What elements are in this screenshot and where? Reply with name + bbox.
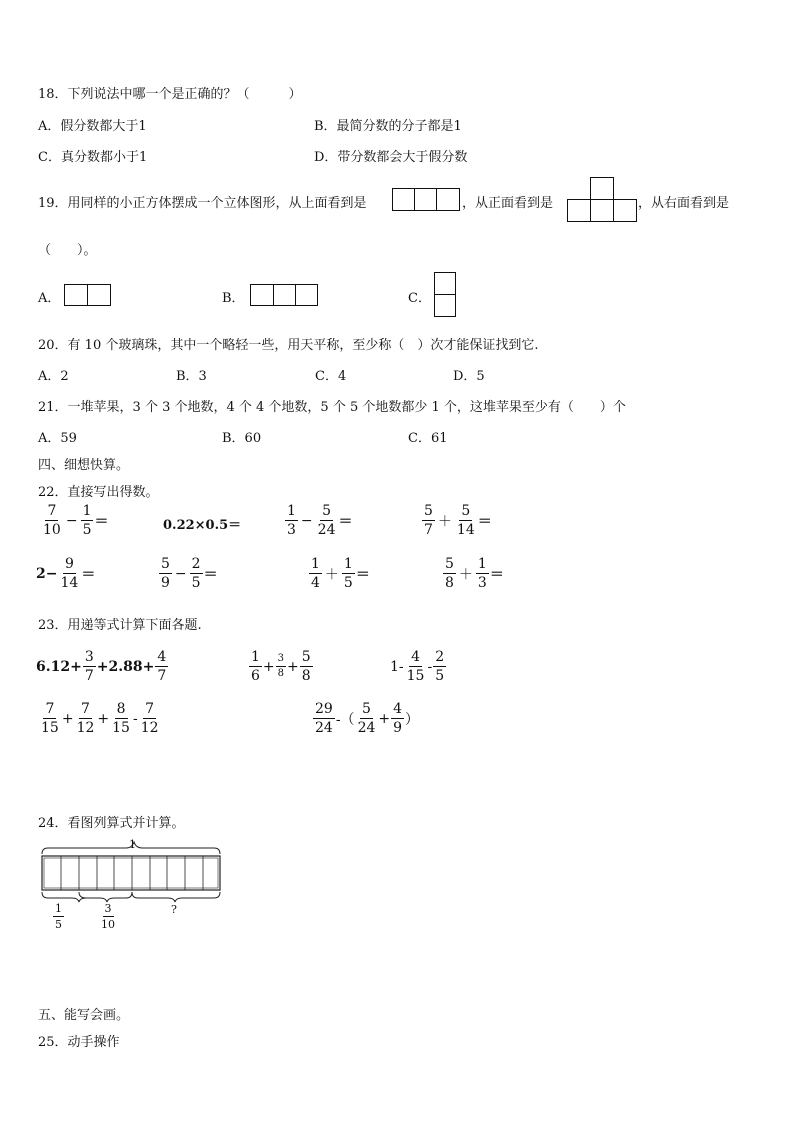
- equals: ＝: [203, 566, 218, 583]
- denominator: 9: [393, 720, 403, 736]
- question-24-text: 24．看图列算式并计算。: [38, 816, 185, 831]
- numerator: 5: [161, 556, 170, 572]
- denominator: 5: [435, 668, 445, 684]
- strip-unknown-label: ?: [171, 903, 177, 916]
- q22-expr-4: [421, 504, 492, 537]
- q18-option-c: C．真分数都小于1: [38, 150, 148, 165]
- q20-option-d: D．5: [453, 369, 485, 384]
- q21-option-a: A．59: [38, 431, 77, 446]
- term: +2.88+: [96, 658, 155, 675]
- numerator: 1: [82, 503, 92, 519]
- denominator: 24: [315, 720, 333, 736]
- prefix: 2−: [36, 565, 58, 582]
- numerator: 7: [47, 503, 57, 519]
- denominator: 6: [251, 668, 260, 684]
- numerator: 4: [157, 649, 167, 665]
- strip-part-2-label: [98, 903, 118, 930]
- q19-option-c: C．: [408, 291, 431, 306]
- question-19-text-a: 19．用同样的小正方体摆成一个立体图形，从上面看到是: [38, 196, 367, 211]
- denominator: 4: [311, 575, 320, 591]
- operator: ＋: [458, 566, 473, 583]
- denominator: 10: [101, 918, 115, 931]
- numerator: 9: [64, 556, 74, 572]
- denominator: 12: [140, 720, 159, 736]
- q23-expr-4: [38, 702, 162, 735]
- q20-option-b: B．3: [176, 369, 207, 384]
- numerator: 7: [145, 701, 155, 717]
- operator: −: [174, 565, 187, 582]
- numerator: 29: [315, 701, 333, 717]
- numerator: 2: [191, 556, 201, 572]
- question-19-text-b: ，从正面看到是: [462, 196, 554, 211]
- denominator: 24: [357, 720, 376, 736]
- operator: +: [287, 658, 299, 675]
- equals: ＝: [81, 566, 96, 583]
- numerator: 4: [411, 649, 421, 665]
- equals: ＝: [94, 513, 109, 530]
- denominator: 5: [82, 522, 92, 538]
- operator: +: [378, 710, 391, 727]
- q22-expr-3: [284, 504, 352, 537]
- denominator: 7: [84, 668, 94, 684]
- denominator: 9: [161, 575, 170, 591]
- question-21-text: 21．一堆苹果，3 个 3 个地数，4 个 4 个地数，5 个 5 个地数都少 1 个，这堆苹果至少有（ ）个: [38, 400, 626, 415]
- q20-option-c: C．4: [315, 369, 347, 384]
- q22-expr-7: [308, 557, 370, 590]
- operator: +: [97, 710, 110, 727]
- numerator: 5: [461, 503, 471, 519]
- q23-expr-2: [248, 650, 314, 683]
- denominator: 12: [76, 720, 95, 736]
- numerator: 1: [287, 503, 296, 519]
- operator: +: [61, 710, 74, 727]
- denominator: 24: [317, 522, 336, 538]
- q23-expr-3: [390, 650, 447, 683]
- close-paren: ）: [405, 711, 420, 728]
- operator: −: [65, 512, 78, 529]
- term: 6.12+: [36, 658, 82, 675]
- question-19-text-c: ，从右面看到是: [638, 196, 730, 211]
- numerator: 7: [45, 701, 55, 717]
- numerator: 1: [55, 902, 62, 915]
- section-5-heading: 五、能写会画。: [38, 1008, 130, 1023]
- denominator: 15: [406, 668, 425, 684]
- question-22-text: 22．直接写出得数。: [38, 485, 159, 500]
- operator: −: [300, 512, 313, 529]
- numerator: 3: [104, 902, 112, 915]
- operator: -: [132, 710, 138, 727]
- numerator: 5: [424, 503, 433, 519]
- q19-option-a: A．: [38, 291, 61, 306]
- denominator: 5: [55, 918, 62, 931]
- denominator: 3: [287, 522, 296, 538]
- equals: ＝: [355, 566, 370, 583]
- operator: ＋: [324, 566, 339, 583]
- q22-expr-8: [442, 557, 504, 590]
- numerator: 4: [393, 701, 403, 717]
- numerator: 3: [276, 654, 286, 667]
- q21-option-b: B．60: [222, 431, 262, 446]
- strip-diagram: [36, 836, 236, 936]
- numerator: 8: [116, 701, 126, 717]
- numerator: 5: [362, 701, 371, 717]
- q18-option-d: D．带分数都会大于假分数: [314, 150, 468, 165]
- q20-option-a: A．2: [38, 369, 69, 384]
- denominator: 14: [60, 575, 79, 591]
- q21-option-c: C．61: [408, 431, 448, 446]
- q22-expr-6: [158, 557, 218, 590]
- question-25-text: 25．动手操作: [38, 1035, 120, 1050]
- q23-expr-1: [36, 650, 169, 683]
- denominator: 8: [277, 668, 285, 679]
- denominator: 3: [477, 575, 487, 591]
- strip-total-label: 1: [129, 838, 136, 851]
- q23-expr-5: [312, 702, 419, 735]
- numerator: 2: [435, 649, 445, 665]
- numerator: 3: [84, 649, 94, 665]
- section-4-heading: 四、细想快算。: [38, 458, 130, 473]
- equals: ＝: [338, 513, 353, 530]
- question-18-text: 18．下列说法中哪一个是正确的？（ ）: [38, 87, 302, 102]
- q18-option-a: A．假分数都大于1: [38, 119, 147, 134]
- q18-option-b: B．最简分数的分子都是1: [314, 119, 462, 134]
- term: 1-: [390, 658, 404, 675]
- denominator: 15: [41, 720, 59, 736]
- q19-option-b: B．: [222, 291, 245, 306]
- operator: -: [427, 658, 433, 675]
- question-19-text-d: （ ）。: [38, 243, 97, 258]
- denominator: 5: [191, 575, 201, 591]
- equals: ＝: [477, 513, 492, 530]
- numerator: 1: [477, 556, 487, 572]
- denominator: 10: [43, 522, 61, 538]
- question-23-text: 23．用递等式计算下面各题.: [38, 618, 202, 633]
- operator: -（: [335, 711, 355, 728]
- question-20-text: 20．有 10 个玻璃珠，其中一个略轻一些，用天平称，至少称（ ）次才能保证找到它.: [38, 338, 539, 353]
- denominator: 15: [112, 720, 130, 736]
- denominator: 7: [157, 668, 167, 684]
- denominator: 5: [343, 575, 353, 591]
- numerator: 1: [343, 556, 353, 572]
- q22-expr-2: 0.22×0.5＝: [163, 518, 242, 533]
- denominator: 14: [456, 522, 475, 538]
- q22-expr-5: [36, 557, 95, 590]
- denominator: 7: [424, 522, 433, 538]
- numerator: 1: [311, 556, 320, 572]
- numerator: 5: [445, 556, 454, 572]
- numerator: 7: [81, 701, 90, 717]
- q22-expr-1: [40, 504, 108, 537]
- operator: +: [262, 658, 275, 675]
- numerator: 1: [251, 649, 260, 665]
- operator: ＋: [437, 513, 452, 530]
- numerator: 5: [301, 649, 311, 665]
- denominator: 8: [301, 668, 311, 684]
- equals: ＝: [489, 566, 504, 583]
- strip-part-1-label: [52, 903, 65, 930]
- denominator: 8: [445, 575, 454, 591]
- numerator: 5: [322, 503, 332, 519]
